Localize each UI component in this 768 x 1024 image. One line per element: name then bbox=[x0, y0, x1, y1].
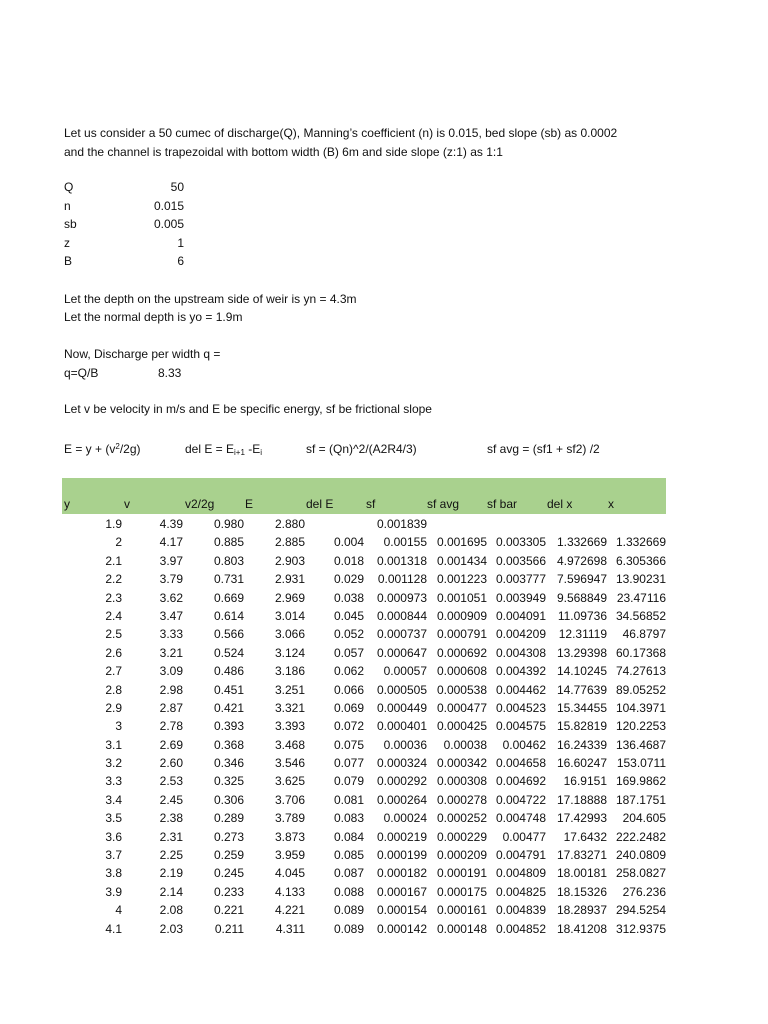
cell-v2-2g: 0.980 bbox=[213, 517, 244, 531]
param-value: 0.005 bbox=[153, 217, 184, 231]
cell-e: 3.959 bbox=[274, 848, 305, 863]
cell-v: 3.79 bbox=[159, 572, 183, 587]
header-sf-bar: sf bar bbox=[487, 497, 518, 511]
cell-y: 4 bbox=[115, 903, 122, 918]
cell-del-x: 17.42993 bbox=[556, 811, 607, 826]
cell-y: 2.5 bbox=[105, 627, 122, 642]
cell-del-x: 17.18888 bbox=[556, 792, 607, 807]
cell-del-x: 4.972698 bbox=[556, 553, 607, 568]
table-row bbox=[0, 644, 768, 662]
table-row bbox=[0, 625, 768, 643]
cell-v2-2g: 0.803 bbox=[213, 553, 244, 568]
cell-x: 258.0827 bbox=[615, 866, 666, 881]
intro-line-1: Let us consider a 50 cumec of discharge(Q), Manning’s coefficient (n) is 0.015, bed slope (sb) as 0.0002 bbox=[64, 126, 618, 140]
cell-del-e: 0.004 bbox=[333, 535, 364, 550]
table-row bbox=[0, 589, 768, 607]
cell-y: 3.1 bbox=[105, 737, 122, 752]
cell-y: 2.9 bbox=[105, 700, 122, 715]
cell-sf-bar: 0.00462 bbox=[502, 737, 546, 752]
cell-del-e: 0.085 bbox=[333, 848, 364, 863]
table-row bbox=[0, 920, 768, 938]
table-row bbox=[0, 681, 768, 699]
cell-v: 2.60 bbox=[159, 756, 183, 771]
cell-sf: 0.000324 bbox=[376, 756, 427, 771]
cell-x: 294.5254 bbox=[615, 903, 666, 918]
discharge-label: Now, Discharge per width q = bbox=[64, 347, 221, 361]
cell-sf-bar: 0.004308 bbox=[495, 645, 546, 660]
cell-sf: 0.000264 bbox=[376, 792, 427, 807]
cell-v2-2g: 0.524 bbox=[213, 645, 244, 660]
cell-x: 120.2253 bbox=[615, 719, 666, 734]
cell-sf-avg: 0.001695 bbox=[436, 535, 487, 550]
cell-x: 13.90231 bbox=[615, 572, 666, 587]
cell-sf: 0.000449 bbox=[376, 700, 427, 715]
cell-del-e: 0.045 bbox=[333, 608, 364, 623]
table-row bbox=[0, 736, 768, 754]
header-e: E bbox=[245, 497, 254, 511]
cell-sf-bar: 0.004852 bbox=[495, 921, 546, 936]
cell-x: 169.9862 bbox=[615, 774, 666, 789]
cell-sf-bar: 0.004809 bbox=[495, 866, 546, 881]
cell-v2-2g: 0.346 bbox=[213, 756, 244, 771]
cell-del-e: 0.077 bbox=[333, 756, 364, 771]
cell-sf-bar: 0.003305 bbox=[495, 535, 546, 550]
del-e-formula: del $E = E_{i+1}$ $-E_i$ bbox=[185, 442, 263, 457]
cell-sf-avg: 0.000161 bbox=[436, 903, 487, 918]
cell-y: 3 bbox=[115, 719, 122, 734]
cell-v2-2g: 0.614 bbox=[213, 608, 244, 623]
cell-e: 3.251 bbox=[274, 682, 305, 697]
discharge-value: 8.33 bbox=[158, 366, 182, 380]
table-row bbox=[0, 699, 768, 717]
cell-del-e: 0.084 bbox=[333, 829, 364, 844]
cell-del-x: 18.41208 bbox=[556, 921, 607, 936]
cell-e: 2.903 bbox=[274, 553, 305, 568]
cell-x: 104.3971 bbox=[615, 700, 666, 715]
cell-v: 2.08 bbox=[159, 903, 183, 918]
cell-sf-avg: 0.00038 bbox=[443, 737, 487, 752]
cell-e: 3.873 bbox=[274, 829, 305, 844]
cell-x: 222.2482 bbox=[615, 829, 666, 844]
cell-sf: 0.00036 bbox=[383, 737, 427, 752]
sf-formula: sf = (Qn)^2/(A2R4/3) bbox=[306, 442, 417, 456]
header-y: y bbox=[64, 497, 70, 511]
cell-x: 1.332669 bbox=[615, 535, 666, 550]
cell-y: 3.5 bbox=[105, 811, 122, 826]
cell-x: 187.1751 bbox=[615, 792, 666, 807]
cell-del-e: 0.062 bbox=[333, 664, 364, 679]
cell-sf: 0.000182 bbox=[376, 866, 427, 881]
cell-del-e: 0.089 bbox=[333, 903, 364, 918]
cell-del-e: 0.088 bbox=[333, 884, 364, 899]
cell-sf-avg: 0.000791 bbox=[436, 627, 487, 642]
cell-sf-avg: 0.000175 bbox=[436, 884, 487, 899]
header-del-e: del E bbox=[306, 497, 334, 511]
param-z bbox=[64, 236, 184, 254]
cell-sf-bar: 0.003777 bbox=[495, 572, 546, 587]
cell-del-x: 16.24339 bbox=[556, 737, 607, 752]
param-value: 1 bbox=[177, 236, 184, 250]
cell-sf-bar: 0.004791 bbox=[495, 848, 546, 863]
cell-v: 2.31 bbox=[159, 829, 183, 844]
cell-del-x: 12.31119 bbox=[558, 627, 607, 642]
cell-sf-bar: 0.004722 bbox=[495, 792, 546, 807]
table-row bbox=[0, 864, 768, 882]
cell-x: 34.56852 bbox=[615, 608, 666, 623]
cell-del-x: 17.83271 bbox=[556, 848, 607, 863]
cell-v: 2.14 bbox=[159, 884, 183, 899]
cell-e: 2.885 bbox=[274, 535, 305, 550]
cell-del-x: 11.09736 bbox=[557, 608, 607, 623]
cell-y: 3.4 bbox=[105, 792, 122, 807]
cell-sf: 0.000844 bbox=[376, 608, 427, 623]
table-row bbox=[0, 662, 768, 680]
cell-sf-avg: 0.000191 bbox=[436, 866, 487, 881]
cell-sf-bar: 0.004692 bbox=[495, 774, 546, 789]
param-sb bbox=[64, 217, 184, 235]
cell-v: 3.33 bbox=[159, 627, 183, 642]
cell-y: 3.6 bbox=[105, 829, 122, 844]
cell-sf-bar: 0.004209 bbox=[495, 627, 546, 642]
cell-v2-2g: 0.885 bbox=[213, 535, 244, 550]
cell-sf: 0.000737 bbox=[376, 627, 427, 642]
param-value: 50 bbox=[170, 180, 184, 194]
cell-del-e: 0.066 bbox=[333, 682, 364, 697]
cell-del-e: 0.057 bbox=[333, 645, 364, 660]
param-key: Q bbox=[64, 180, 74, 194]
cell-e: 4.221 bbox=[274, 903, 305, 918]
cell-e: 4.133 bbox=[274, 884, 305, 899]
table-row bbox=[0, 809, 768, 827]
cell-sf-bar: 0.004462 bbox=[495, 682, 546, 697]
cell-del-e: 0.083 bbox=[333, 811, 364, 826]
cell-sf-bar: 0.004748 bbox=[495, 811, 546, 826]
cell-v2-2g: 0.233 bbox=[213, 884, 244, 899]
table-row bbox=[0, 846, 768, 864]
cell-e: 3.393 bbox=[274, 719, 305, 734]
cell-del-x: 18.15326 bbox=[556, 884, 607, 899]
cell-x: 153.0711 bbox=[616, 756, 666, 771]
cell-del-e: 0.018 bbox=[333, 553, 364, 568]
cell-sf-avg: 0.000692 bbox=[436, 645, 487, 660]
cell-v: 2.98 bbox=[159, 682, 183, 697]
cell-sf-bar: 0.003949 bbox=[495, 590, 546, 605]
cell-sf-avg: 0.000909 bbox=[436, 608, 487, 623]
cell-del-e: 0.079 bbox=[333, 774, 364, 789]
cell-sf-avg: 0.000148 bbox=[436, 921, 487, 936]
cell-y: 4.1 bbox=[105, 921, 122, 936]
cell-sf: 0.001318 bbox=[376, 553, 427, 568]
cell-x: 74.27613 bbox=[615, 664, 666, 679]
cell-sf-bar: 0.004839 bbox=[495, 903, 546, 918]
cell-sf-avg: 0.000608 bbox=[436, 664, 487, 679]
cell-del-e: 0.072 bbox=[333, 719, 364, 734]
cell-x: 136.4687 bbox=[615, 737, 666, 752]
cell-v2-2g: 0.306 bbox=[213, 792, 244, 807]
cell-del-x: 14.10245 bbox=[556, 664, 607, 679]
cell-del-x: 14.77639 bbox=[556, 682, 607, 697]
cell-sf-bar: 0.00477 bbox=[502, 829, 546, 844]
cell-sf: 0.000199 bbox=[376, 848, 427, 863]
cell-del-e: 0.052 bbox=[333, 627, 364, 642]
cell-e: 3.066 bbox=[274, 627, 305, 642]
cell-sf-avg: 0.001223 bbox=[436, 572, 487, 587]
cell-sf: 0.000647 bbox=[376, 645, 427, 660]
cell-sf: 0.000142 bbox=[376, 921, 427, 936]
table-row bbox=[0, 772, 768, 790]
cell-v2-2g: 0.211 bbox=[214, 921, 244, 936]
cell-del-x: 16.9151 bbox=[563, 774, 607, 789]
cell-v: 4.39 bbox=[159, 517, 183, 531]
cell-del-x: 18.00181 bbox=[556, 866, 607, 881]
energy-formula: $E = y + (v^2/2g)$ bbox=[64, 442, 141, 456]
cell-x: 60.17368 bbox=[615, 645, 666, 660]
sf-avg-formula: sf avg = (sf1 + sf2) /2 bbox=[487, 442, 600, 456]
cell-y: 3.3 bbox=[105, 774, 122, 789]
cell-sf: 0.000154 bbox=[376, 903, 427, 918]
cell-v2-2g: 0.566 bbox=[213, 627, 244, 642]
cell-x: 6.305366 bbox=[615, 553, 666, 568]
normal-depth-text: Let the normal depth is yo = 1.9m bbox=[64, 310, 243, 324]
cell-sf: 0.00024 bbox=[383, 811, 427, 826]
cell-e: 3.789 bbox=[274, 811, 305, 826]
cell-e: 3.186 bbox=[274, 664, 305, 679]
cell-v2-2g: 0.486 bbox=[213, 664, 244, 679]
cell-e: 2.931 bbox=[274, 572, 305, 587]
cell-v2-2g: 0.289 bbox=[213, 811, 244, 826]
cell-v: 2.19 bbox=[159, 866, 183, 881]
cell-sf-avg: 0.000342 bbox=[436, 756, 487, 771]
cell-x: 276.236 bbox=[622, 884, 666, 899]
cell-v: 2.87 bbox=[159, 700, 183, 715]
cell-y: 2.1 bbox=[105, 553, 122, 568]
cell-x: 240.0809 bbox=[615, 848, 666, 863]
cell-del-e: 0.075 bbox=[333, 737, 364, 752]
cell-del-e: 0.038 bbox=[333, 590, 364, 605]
cell-del-e: 0.029 bbox=[333, 572, 364, 587]
table-row bbox=[0, 754, 768, 772]
cell-x: 23.47116 bbox=[616, 590, 666, 605]
cell-del-x: 16.60247 bbox=[556, 756, 607, 771]
cell-v: 3.47 bbox=[159, 608, 183, 623]
cell-e: 2.969 bbox=[274, 590, 305, 605]
table-row bbox=[0, 607, 768, 625]
cell-x: 46.8797 bbox=[622, 627, 666, 642]
param-key: sb bbox=[64, 217, 77, 231]
table-row bbox=[0, 515, 768, 533]
table-row bbox=[0, 791, 768, 809]
cell-sf-avg: 0.000308 bbox=[436, 774, 487, 789]
table-row bbox=[0, 570, 768, 588]
table-row bbox=[0, 533, 768, 551]
cell-sf-bar: 0.003566 bbox=[495, 553, 546, 568]
cell-sf-avg: 0.000252 bbox=[436, 811, 487, 826]
cell-sf: 0.001839 bbox=[376, 517, 427, 531]
cell-v2-2g: 0.451 bbox=[213, 682, 244, 697]
cell-v: 2.78 bbox=[159, 719, 183, 734]
cell-sf: 0.00057 bbox=[383, 664, 427, 679]
cell-y: 2.4 bbox=[105, 608, 122, 623]
param-q bbox=[64, 180, 184, 198]
cell-sf: 0.001128 bbox=[377, 572, 427, 587]
cell-y: 2.6 bbox=[105, 645, 122, 660]
cell-sf-avg: 0.000425 bbox=[436, 719, 487, 734]
header-sf: sf bbox=[366, 497, 376, 511]
cell-sf-bar: 0.004523 bbox=[495, 700, 546, 715]
param-value: 6 bbox=[177, 254, 184, 268]
cell-v: 2.03 bbox=[159, 921, 183, 936]
cell-y: 2.8 bbox=[105, 682, 122, 697]
cell-sf: 0.000292 bbox=[376, 774, 427, 789]
cell-sf-avg: 0.000477 bbox=[436, 700, 487, 715]
cell-del-x: 1.332669 bbox=[556, 535, 607, 550]
header-v2-2g: v2/2g bbox=[185, 497, 215, 511]
cell-sf: 0.00155 bbox=[383, 535, 427, 550]
cell-y: 2.7 bbox=[105, 664, 122, 679]
upstream-depth-text: Let the depth on the upstream side of weir is yn = 4.3m bbox=[64, 292, 357, 306]
cell-sf: 0.000973 bbox=[376, 590, 427, 605]
definitions-text: Let v be velocity in m/s and E be specific energy, sf be frictional slope bbox=[64, 402, 432, 416]
cell-v: 2.38 bbox=[159, 811, 183, 826]
cell-del-e: 0.069 bbox=[333, 700, 364, 715]
cell-v2-2g: 0.273 bbox=[213, 829, 244, 844]
cell-sf: 0.000401 bbox=[376, 719, 427, 734]
cell-v: 3.09 bbox=[159, 664, 183, 679]
cell-e: 3.014 bbox=[274, 608, 305, 623]
cell-v2-2g: 0.221 bbox=[213, 903, 244, 918]
cell-v2-2g: 0.669 bbox=[213, 590, 244, 605]
cell-sf-bar: 0.004825 bbox=[495, 884, 546, 899]
cell-x: 312.9375 bbox=[615, 921, 666, 936]
cell-del-x: 17.6432 bbox=[563, 829, 607, 844]
cell-v: 2.45 bbox=[159, 792, 183, 807]
cell-v: 2.53 bbox=[159, 774, 183, 789]
table-row bbox=[0, 828, 768, 846]
table-row bbox=[0, 717, 768, 735]
cell-sf-avg: 0.000538 bbox=[436, 682, 487, 697]
param-b bbox=[64, 254, 184, 272]
cell-sf-avg: 0.000209 bbox=[436, 848, 487, 863]
cell-sf: 0.000505 bbox=[376, 682, 427, 697]
cell-v2-2g: 0.245 bbox=[213, 866, 244, 881]
param-n bbox=[64, 199, 184, 217]
data-table bbox=[0, 515, 768, 938]
cell-v: 2.69 bbox=[159, 737, 183, 752]
cell-e: 3.468 bbox=[274, 737, 305, 752]
cell-sf-bar: 0.004658 bbox=[495, 756, 546, 771]
cell-del-x: 15.34455 bbox=[556, 700, 607, 715]
param-value: 0.015 bbox=[153, 199, 184, 213]
cell-v2-2g: 0.325 bbox=[213, 774, 244, 789]
cell-v: 4.17 bbox=[159, 535, 183, 550]
cell-del-x: 9.568849 bbox=[556, 590, 607, 605]
discharge-formula: q=Q/B bbox=[64, 366, 99, 380]
cell-v2-2g: 0.259 bbox=[213, 848, 244, 863]
cell-sf: 0.000167 bbox=[376, 884, 427, 899]
param-key: B bbox=[64, 254, 73, 268]
cell-del-x: 15.82819 bbox=[556, 719, 607, 734]
cell-e: 2.880 bbox=[274, 517, 305, 531]
cell-y: 2.3 bbox=[105, 590, 122, 605]
cell-v: 3.21 bbox=[159, 645, 183, 660]
cell-sf-avg: 0.000278 bbox=[436, 792, 487, 807]
cell-e: 4.311 bbox=[275, 921, 305, 936]
cell-v: 3.62 bbox=[159, 590, 183, 605]
cell-del-x: 13.29398 bbox=[556, 645, 607, 660]
cell-sf-bar: 0.004392 bbox=[495, 664, 546, 679]
cell-sf-bar: 0.004091 bbox=[495, 608, 546, 623]
cell-sf-avg: 0.001051 bbox=[436, 590, 487, 605]
cell-e: 3.321 bbox=[274, 700, 305, 715]
table-row bbox=[0, 883, 768, 901]
cell-y: 1.9 bbox=[105, 517, 122, 531]
param-key: z bbox=[64, 236, 70, 250]
cell-del-x: 18.28937 bbox=[556, 903, 607, 918]
cell-x: 204.605 bbox=[622, 811, 666, 826]
cell-x: 89.05252 bbox=[615, 682, 666, 697]
param-key: n bbox=[64, 199, 71, 213]
cell-y: 3.7 bbox=[105, 848, 122, 863]
header-sf-avg: sf avg bbox=[427, 497, 460, 511]
cell-sf-avg: 0.000229 bbox=[436, 829, 487, 844]
header-x: x bbox=[608, 497, 614, 511]
cell-y: 3.2 bbox=[105, 756, 122, 771]
cell-e: 3.706 bbox=[274, 792, 305, 807]
table-header-band bbox=[62, 478, 666, 514]
header-del-x: del x bbox=[547, 497, 573, 511]
cell-v2-2g: 0.368 bbox=[213, 737, 244, 752]
cell-v: 3.97 bbox=[159, 553, 183, 568]
cell-e: 3.625 bbox=[274, 774, 305, 789]
cell-v2-2g: 0.421 bbox=[213, 700, 244, 715]
cell-sf: 0.000219 bbox=[376, 829, 427, 844]
cell-e: 3.546 bbox=[274, 756, 305, 771]
cell-del-e: 0.089 bbox=[333, 921, 364, 936]
header-v: v bbox=[124, 497, 130, 511]
cell-y: 2.2 bbox=[105, 572, 122, 587]
cell-e: 4.045 bbox=[274, 866, 305, 881]
cell-del-e: 0.081 bbox=[333, 792, 364, 807]
cell-del-x: 7.596947 bbox=[556, 572, 607, 587]
cell-sf-bar: 0.004575 bbox=[495, 719, 546, 734]
cell-y: 3.9 bbox=[105, 884, 122, 899]
cell-sf-avg: 0.001434 bbox=[436, 553, 487, 568]
cell-v: 2.25 bbox=[159, 848, 183, 863]
table-row bbox=[0, 552, 768, 570]
cell-y: 3.8 bbox=[105, 866, 122, 881]
cell-v2-2g: 0.731 bbox=[213, 572, 244, 587]
cell-y: 2 bbox=[115, 535, 122, 550]
cell-v2-2g: 0.393 bbox=[213, 719, 244, 734]
intro-line-2: and the channel is trapezoidal with bottom width (B) 6m and side slope (z:1) as 1:1 bbox=[64, 145, 503, 159]
table-row bbox=[0, 901, 768, 919]
cell-e: 3.124 bbox=[274, 645, 305, 660]
cell-del-e: 0.087 bbox=[333, 866, 364, 881]
